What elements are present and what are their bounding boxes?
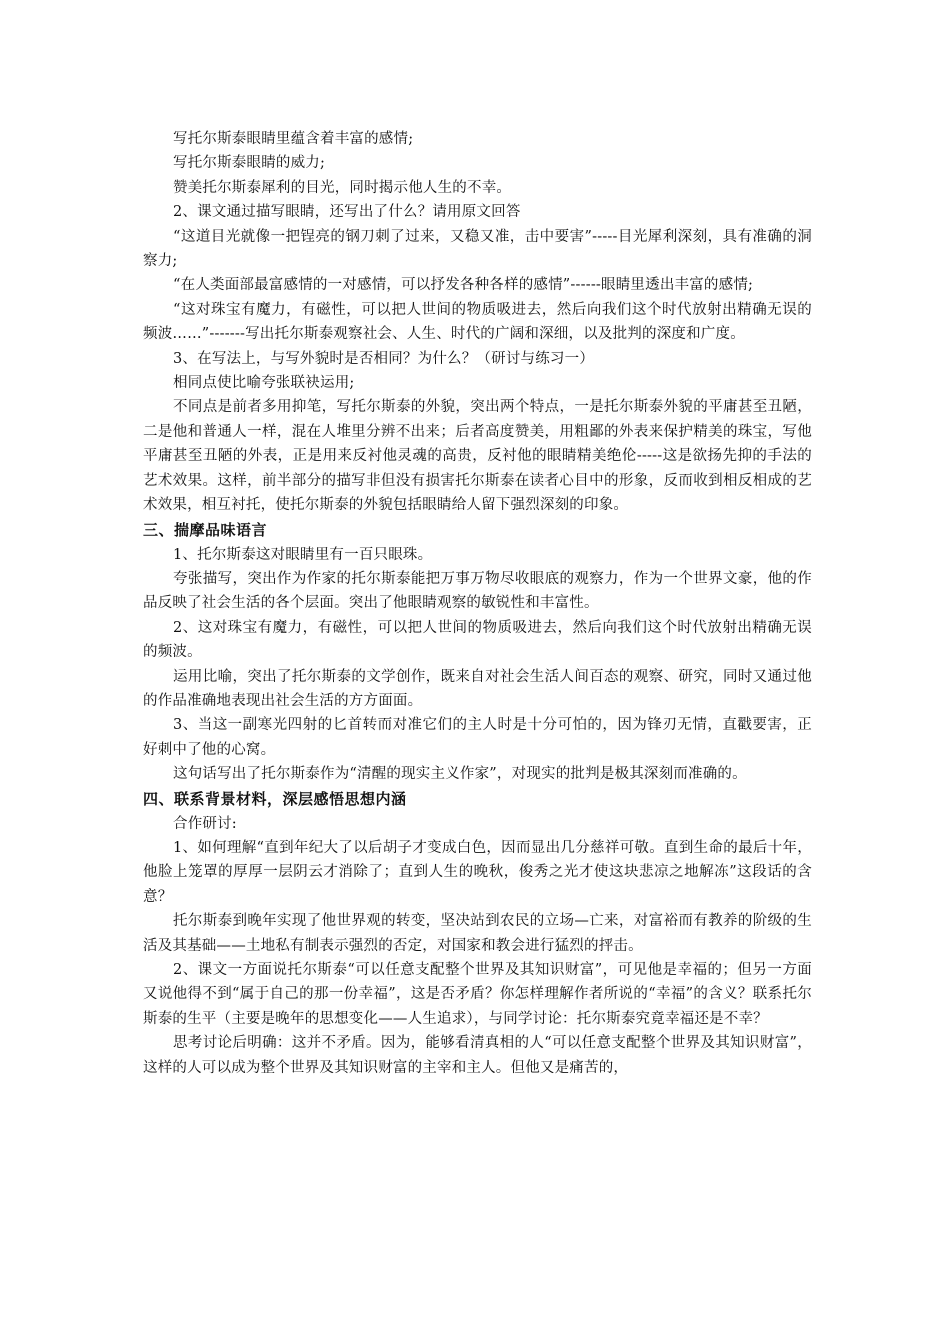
document-body — [143, 127, 812, 1080]
paragraph: 思考讨论后明确：这并不矛盾。因为，能够看清真相的人“可以任意支配整个世界及其知识财富”，这样的人可以成为整个世界及其知识财富的主宰和主人。但他又是痛苦的， — [143, 1035, 812, 1076]
paragraph: 写托尔斯泰眼睛里蕴含着丰富的感情; — [173, 131, 414, 147]
paragraph: 3、当这一副寒光四射的匕首转而对准它们的主人时是十分可怕的，因为锋刃无情，直戳要害，正好刺中了他的心窝。 — [143, 717, 812, 758]
paragraph: 写托尔斯泰眼睛的威力; — [173, 155, 326, 172]
section-heading: 三、揣摩品味语言 — [143, 520, 268, 539]
paragraph: 2、课文通过描写眼睛，还写出了什么？请用原文回答 — [173, 204, 521, 221]
paragraph: 3、在写法上，与写外貌时是否相同？为什么？（研讨与练习一） — [173, 350, 595, 367]
paragraph: 这句话写出了托尔斯泰作为“清醒的现实主义作家”，对现实的批判是极其深刻而准确的。 — [173, 766, 747, 783]
paragraph: 不同点是前者多用抑笔，写托尔斯泰的外貌，突出两个特点，一是托尔斯泰外貌的平庸甚至丑陋，二是他和普通人一样，混在人堆里分辨不出来；后者高度赞美，用粗鄙的外表来保护精美的珠宝，写他平庸甚至丑陋的外表，正是用来反衬他灵魂的高贵，反衬他的眼睛精美绝伦-----这是欲扬先抑的手法的艺术效果。这样，前半部分的描写非但没有损害托尔斯泰在读者心目中的形象，反而收到相反相成的艺术效果，相互衬托，使托尔斯泰的外貌包括眼睛给人留下强烈深刻的印象。 — [143, 399, 812, 514]
paragraph: 运用比喻，突出了托尔斯泰的文学创作，既来自对社会生活人间百态的观察、研究，同时又通过他的作品准确地表现出社会生活的方方面面。 — [143, 668, 812, 709]
paragraph: 合作研讨: — [173, 815, 237, 832]
paragraph: 2、课文一方面说托尔斯泰“可以任意支配整个世界及其知识财富”，可见他是幸福的；但另一方面又说他得不到“属于自己的那一份幸福”，这是否矛盾？你怎样理解作者所说的“幸福”的含义？联系托尔斯泰的生平（主要是晚年的思想变化——人生追求），与同学讨论：托尔斯泰究竟幸福还是不幸？ — [143, 962, 812, 1027]
paragraph: “在人类面部最富感情的一对感情，可以抒发各种各样的感情”------眼睛里透出丰富的感情; — [173, 277, 754, 294]
paragraph: “这道目光就像一把锃亮的钢刀刺了过来，又稳又准，击中要害”-----目光犀利深刻，具有准确的洞察力; — [143, 228, 812, 270]
paragraph: 相同点使比喻夸张联袂运用; — [173, 375, 355, 392]
paragraph: 托尔斯泰到晚年实现了他世界观的转变，坚决站到农民的立场—亡来，对富裕而有教养的阶级的生活及其基础——土地私有制表示强烈的否定，对国家和教会进行猛烈的抨击。 — [143, 913, 812, 954]
paragraph: 2、这对珠宝有魔力，有磁性，可以把人世间的物质吸进去，然后向我们这个时代放射出精确无误的频波。 — [143, 619, 812, 661]
paragraph: “这对珠宝有魔力，有磁性，可以把人世间的物质吸进去，然后向我们这个时代放射出精确无误的频波……”-------写出托尔斯泰观察社会、人生、时代的广阔和深细，以及批判的深度和广度。 — [143, 301, 812, 343]
paragraph: 1、如何理解“直到年纪大了以后胡子才变成白色，因而显出几分慈祥可敬。直到生命的最后十年，他脸上笼罩的厚厚一层阴云才消除了；直到人生的晚秋，俊秀之光才使这块悲凉之地解冻”这段话的含意？ — [143, 839, 812, 905]
paragraph: 夸张描写，突出作为作家的托尔斯泰能把万事万物尽收眼底的观察力，作为一个世界文豪，他的作品反映了社会生活的各个层面。突出了他眼睛观察的敏锐性和丰富性。 — [143, 570, 812, 612]
section-heading: 四、联系背景材料，深层感悟思想内涵 — [143, 789, 407, 808]
paragraph: 1、托尔斯泰这对眼睛里有一百只眼珠。 — [173, 546, 433, 563]
paragraph: 赞美托尔斯泰犀利的目光，同时揭示他人生的不幸。 — [173, 179, 512, 196]
